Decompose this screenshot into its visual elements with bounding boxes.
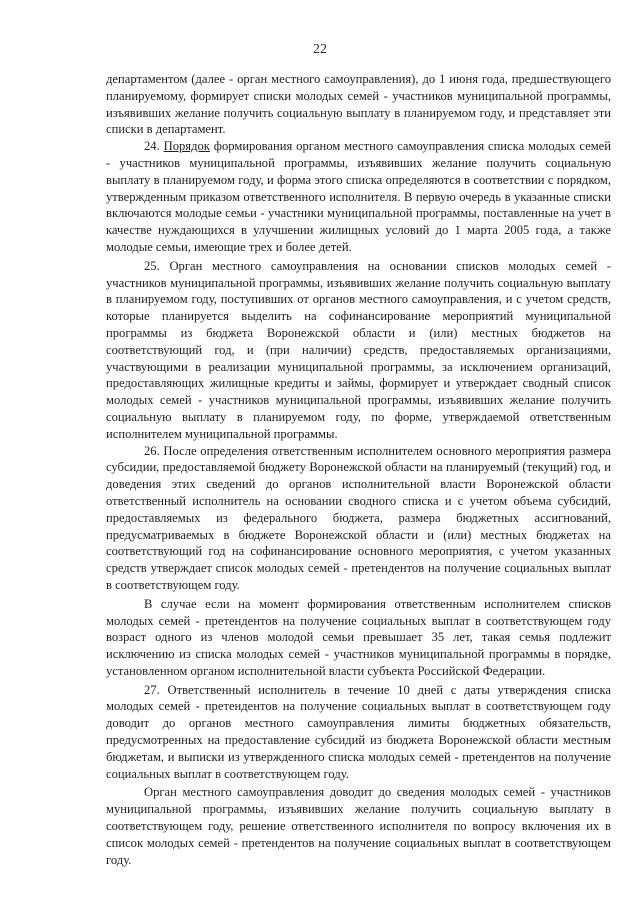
paragraph-24-text: формирования органом местного самоуправления списка молодых семей - участников муниципальной программы, изъявивших желание получить социальную выплату в планируемом году, и форма этого списка определяются в соответствии с порядком, утвержденным приказом ответственного исполнителя. В первую очередь в указанные списки включаются молодые семьи - участники муниципальной программы, поставленные на учет в качестве нуждающихся в улучшении жилищных условий до 1 марта 2005 года, а также молодые семьи, имеющие трех и более детей. (106, 139, 612, 254)
paragraph-24 (106, 138, 611, 256)
page-number: 22 (313, 42, 327, 57)
paragraph-27-notification: Орган местного самоуправления доводит до сведения молодых семей - участников муниципальной программы, изъявивших желание получить социальную выплату в соответствующем году, решение ответственного исполнителя по вопросу включения их в список молодых семей - претендентов на получение социальных выплат в соответствующем году. (106, 785, 611, 867)
paragraph-25: 25. Орган местного самоуправления на основании списков молодых семей - участников муниципальной программы, изъявивших желание получить социальную выплату в планируемом году, поступивших от органов местного самоуправления, и с учетом средств, которые планируется выделить на софинансирование мероприятий муниципальной программы из бюджета Воронежской области и (или) местных бюджетов на соответствующий год, и (при наличии) средств, предоставляемых организациями, участвующими в реализации муниципальной программы, за исключением организаций, предоставляющих жилищные кредиты и займы, формирует и утверждает сводный список молодых семей - участников муниципальной программы, изъявивших желание получить социальную выплату в планируемом году, по форме, утверждаемой ответственным исполнителем муниципальной программы. (106, 258, 611, 441)
clause-number-24: 24. (144, 139, 164, 154)
paragraph-27: 27. Ответственный исполнитель в течение 10 дней с даты утверждения списка молодых семей - претендентов на получение социальных выплат в соответствующем году доводит до органов местного самоуправления лимиты бюджетных обязательств, предусмотренных на предоставление субсидий из бюджета Воронежской области местным бюджетам, и выписки из утвержденного списка молодых семей - претендентов на получение социальных выплат в соответствующем году. (106, 682, 611, 781)
paragraph-continuation: департаментом (далее - орган местного самоуправления), до 1 июня года, предшествующего планируемому, формирует списки молодых семей - участников муниципальной программы, изъявивших желание получить социальную выплату в планируемом году, и представляет эти списки в департамент. (106, 72, 611, 137)
paragraph-26-exception: В случае если на момент формирования ответственным исполнителем списков молодых семей - претендентов на получение социальных выплат в соответствующем году возраст одного из членов молодой семьи превышает 35 лет, такая семья подлежит исключению из списка молодых семей - участников муниципальной программы в порядке, установленном органом исполнительной власти субъекта Российской Федерации. (106, 596, 611, 678)
procedure-link[interactable]: Порядок (163, 139, 210, 154)
document-body (106, 71, 611, 868)
paragraph-26: 26. После определения ответственным исполнителем основного мероприятия размера субсидии, предоставляемой бюджету Воронежской области на планируемый (текущий) год, и доведения этих сведений до органов исполнительной власти Воронежской области ответственный исполнитель на основании сводного списка и с учетом объема субсидий, предоставляемых из федерального бюджета, размера бюджетных ассигнований, предусматриваемых в бюджете Воронежской области и (или) местных бюджетах на соответствующий год на софинансирование основного мероприятия, с учетом указанных средств утверждает список молодых семей - претендентов на получение социальных выплат в соответствующем году. (106, 443, 611, 592)
